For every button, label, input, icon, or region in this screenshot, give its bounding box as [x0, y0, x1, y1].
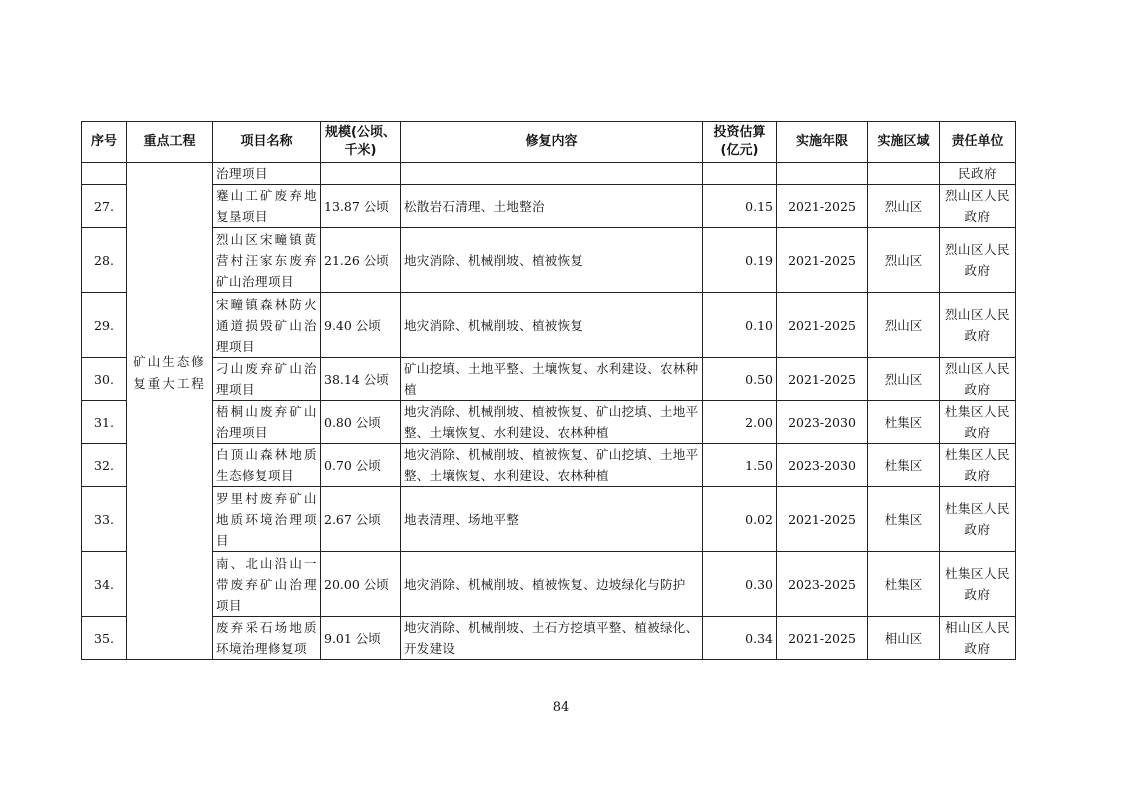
cell-seq: 35.: [82, 617, 127, 660]
cell-content: 地表清理、场地平整: [401, 487, 703, 552]
cell-unit: 民政府: [940, 163, 1016, 185]
cell-content: 松散岩石清理、土地整治: [401, 185, 703, 228]
header-unit: 责任单位: [940, 122, 1016, 163]
header-investment-line2: (亿元): [720, 143, 759, 158]
cell-content: 矿山挖填、土地平整、土壤恢复、水利建设、农林种植: [401, 358, 703, 401]
table-row: [82, 401, 1016, 444]
cell-seq: 29.: [82, 293, 127, 358]
table-row: [82, 487, 1016, 552]
table-row: [82, 444, 1016, 487]
cell-unit: 烈山区人民政府: [940, 293, 1016, 358]
cell-unit: 烈山区人民政府: [940, 185, 1016, 228]
table-row: [82, 617, 1016, 660]
table-row: [82, 358, 1016, 401]
header-scale-line2: 千米): [344, 143, 377, 158]
cell-area: [868, 163, 940, 185]
cell-content: [401, 163, 703, 185]
cell-scale: 9.01 公顷: [321, 617, 401, 660]
cell-period: 2021-2025: [777, 487, 868, 552]
cell-area: 相山区: [868, 617, 940, 660]
cell-area: 杜集区: [868, 444, 940, 487]
cell-scale: [321, 163, 401, 185]
cell-period: 2021-2025: [777, 293, 868, 358]
cell-name: 罗里村废弃矿山地质环境治理项目: [213, 487, 321, 552]
cell-name: 废弃采石场地质环境治理修复项: [213, 617, 321, 660]
cell-area: 烈山区: [868, 293, 940, 358]
cell-unit: 杜集区人民政府: [940, 444, 1016, 487]
cell-content: 地灾消除、机械削坡、土石方挖填平整、植被绿化、开发建设: [401, 617, 703, 660]
cell-name: 蹇山工矿废弃地复垦项目: [213, 185, 321, 228]
cell-area: 杜集区: [868, 487, 940, 552]
cell-name: 刁山废弃矿山治理项目: [213, 358, 321, 401]
cell-investment: 0.50: [703, 358, 777, 401]
header-scale-line1: 规模(公顷、: [325, 125, 396, 140]
header-area: 实施区域: [868, 122, 940, 163]
header-investment: [703, 122, 777, 163]
cell-investment: 2.00: [703, 401, 777, 444]
group-label: 矿山生态修复重大工程: [133, 354, 206, 391]
header-content: 修复内容: [401, 122, 703, 163]
cell-area: 杜集区: [868, 401, 940, 444]
cell-name: 治理项目: [213, 163, 321, 185]
cell-seq: 34.: [82, 552, 127, 617]
cell-content: 地灾消除、机械削坡、植被恢复、矿山挖填、土地平整、土壤恢复、水利建设、农林种植: [401, 401, 703, 444]
cell-name: 白顶山森林地质生态修复项目: [213, 444, 321, 487]
cell-seq: 33.: [82, 487, 127, 552]
cell-period: [777, 163, 868, 185]
cell-scale: 20.00 公顷: [321, 552, 401, 617]
cell-scale: 2.67 公顷: [321, 487, 401, 552]
cell-scale: 21.26 公顷: [321, 228, 401, 293]
cell-investment: 0.10: [703, 293, 777, 358]
cell-period: 2021-2025: [777, 358, 868, 401]
cell-investment: [703, 163, 777, 185]
cell-area: 烈山区: [868, 358, 940, 401]
header-scale: [321, 122, 401, 163]
cell-unit: 杜集区人民政府: [940, 401, 1016, 444]
cell-unit: 杜集区人民政府: [940, 552, 1016, 617]
header-period: 实施年限: [777, 122, 868, 163]
header-name: 项目名称: [213, 122, 321, 163]
cell-investment: 1.50: [703, 444, 777, 487]
cell-seq: 30.: [82, 358, 127, 401]
cell-content: 地灾消除、机械削坡、植被恢复: [401, 293, 703, 358]
cell-scale: 9.40 公顷: [321, 293, 401, 358]
project-table: [81, 121, 1016, 660]
table-row: [82, 185, 1016, 228]
cell-period: 2021-2025: [777, 228, 868, 293]
cell-name: 宋疃镇森林防火通道损毁矿山治理项目: [213, 293, 321, 358]
cell-area: 杜集区: [868, 552, 940, 617]
cell-investment: 0.30: [703, 552, 777, 617]
cell-name: 梧桐山废弃矿山治理项目: [213, 401, 321, 444]
cell-content: 地灾消除、机械削坡、植被恢复: [401, 228, 703, 293]
header-project-group: 重点工程: [127, 122, 213, 163]
cell-content: 地灾消除、机械削坡、植被恢复、矿山挖填、土地平整、土壤恢复、水利建设、农林种植: [401, 444, 703, 487]
cell-unit: 杜集区人民政府: [940, 487, 1016, 552]
cell-period: 2021-2025: [777, 617, 868, 660]
table-row: [82, 552, 1016, 617]
cell-project-group: [127, 163, 213, 660]
cell-content: 地灾消除、机械削坡、植被恢复、边坡绿化与防护: [401, 552, 703, 617]
cell-period: 2021-2025: [777, 185, 868, 228]
cell-investment: 0.19: [703, 228, 777, 293]
cell-seq: 32.: [82, 444, 127, 487]
cell-area: 烈山区: [868, 185, 940, 228]
cell-seq: 28.: [82, 228, 127, 293]
header-seq: 序号: [82, 122, 127, 163]
cell-seq: 31.: [82, 401, 127, 444]
cell-scale: 38.14 公顷: [321, 358, 401, 401]
cell-period: 2023-2030: [777, 401, 868, 444]
cell-name: 烈山区宋疃镇黄营村汪家东废弃矿山治理项目: [213, 228, 321, 293]
cell-scale: 0.70 公顷: [321, 444, 401, 487]
cell-period: 2023-2025: [777, 552, 868, 617]
table-row: [82, 228, 1016, 293]
cell-investment: 0.34: [703, 617, 777, 660]
header-row: [82, 122, 1016, 163]
header-investment-line1: 投资估算: [713, 125, 766, 140]
cell-area: 烈山区: [868, 228, 940, 293]
cell-period: 2023-2030: [777, 444, 868, 487]
cell-scale: 0.80 公顷: [321, 401, 401, 444]
page-number: 84: [552, 700, 570, 715]
cell-investment: 0.15: [703, 185, 777, 228]
cell-scale: 13.87 公顷: [321, 185, 401, 228]
cell-unit: 烈山区人民政府: [940, 358, 1016, 401]
cell-name: 南、北山沿山一带废弃矿山治理项目: [213, 552, 321, 617]
table-row: [82, 293, 1016, 358]
cell-seq: 27.: [82, 185, 127, 228]
cell-investment: 0.02: [703, 487, 777, 552]
table-row-continuation: [82, 163, 1016, 185]
cell-unit: 烈山区人民政府: [940, 228, 1016, 293]
cell-seq: [82, 163, 127, 185]
cell-unit: 相山区人民政府: [940, 617, 1016, 660]
